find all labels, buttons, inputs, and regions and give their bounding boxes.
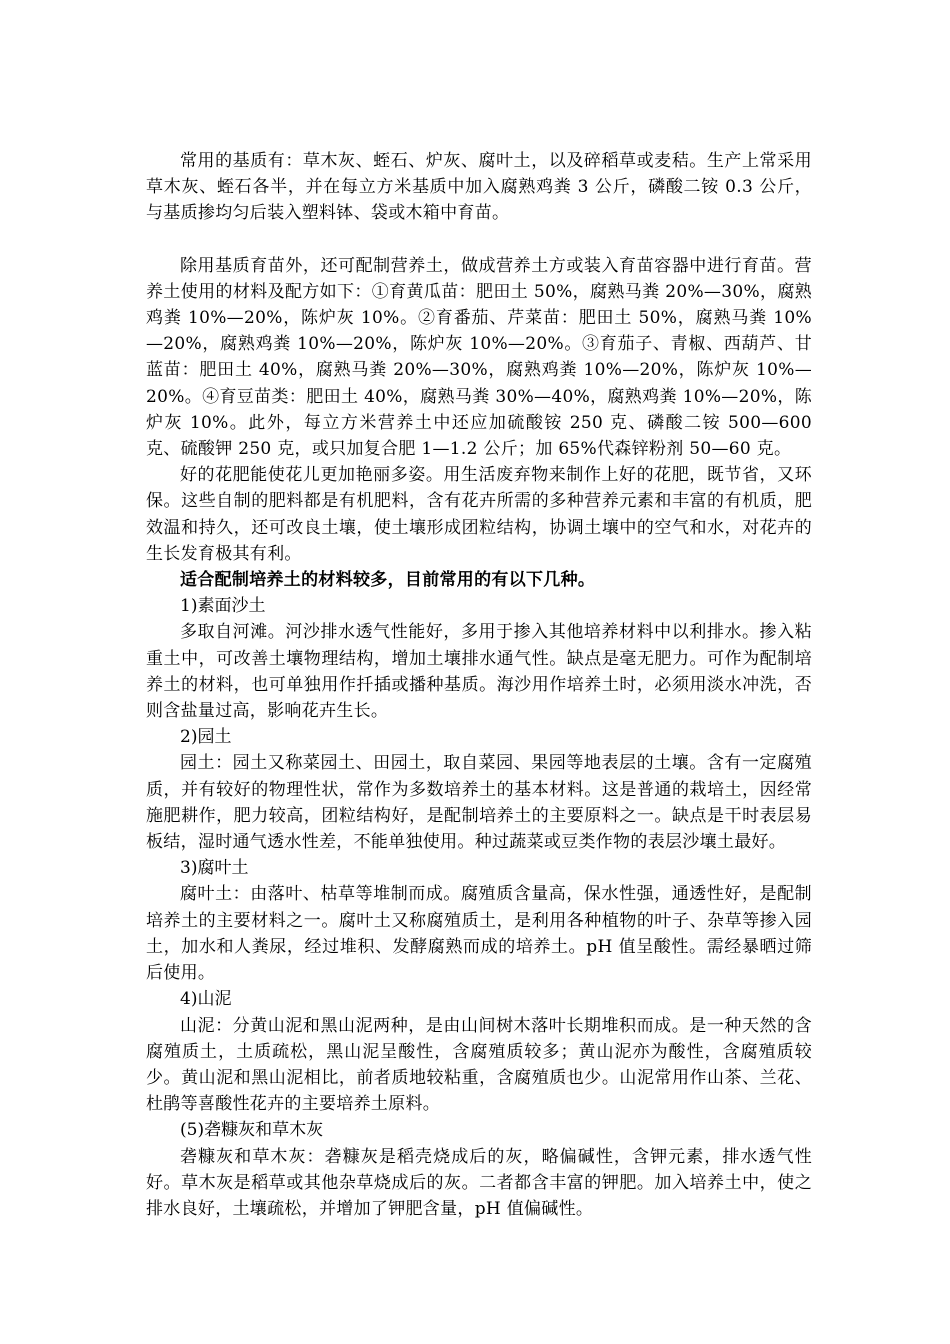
paragraph-spacer (146, 227, 812, 253)
paragraph-flower-fertilizer: 好的花肥能使花儿更加艳丽多姿。用生活废弃物来制作上好的花肥，既节省，又环保。这些自制的肥料都是有机肥料，含有花卉所需的多种营养元素和丰富的有机质，肥效温和持久，还可改良土壤，使土壤形成团粒结构，协调土壤中的空气和水，对花卉的生长发育极其有利。 (146, 465, 812, 564)
item-title-ash: (5)砻糠灰和草木灰 (180, 1120, 324, 1141)
item-title-mountain-mud: 4)山泥 (180, 989, 232, 1010)
item-body-ash: 砻糠灰和草木灰：砻糠灰是稻壳烧成后的灰，略偏碱性，含钾元素，排水透气性好。草木灰是稻草或其他杂草烧成后的灰。二者都含丰富的钾肥。加入培养土中，使之排水良好，土壤疏松，并增加了钾肥含量，pH 值偏碱性。 (146, 1146, 812, 1219)
item-body-mountain-mud: 山泥：分黄山泥和黑山泥两种，是由山间树木落叶长期堆积而成。是一种天然的含腐殖质土，土质疏松，黑山泥呈酸性，含腐殖质较多；黄山泥亦为酸性，含腐殖质较少。黄山泥和黑山泥相比，前者质地较粘重，含腐殖质也少。山泥常用作山茶、兰花、杜鹃等喜酸性花卉的主要培养土原料。 (146, 1015, 812, 1115)
item-body-leaf-mold: 腐叶土：由落叶、枯草等堆制而成。腐殖质含量高，保水性强，通透性好，是配制培养土的主要材料之一。腐叶土又称腐殖质土，是利用各种植物的叶子、杂草等掺入园土，加水和人粪尿，经过堆积、发酵腐熟而成的培养土。pH 值呈酸性。需经暴晒过筛后使用。 (146, 884, 812, 984)
section-heading: 适合配制培养土的材料较多，目前常用的有以下几种。 (180, 570, 596, 591)
item-title-sand: 1)素面沙土 (180, 596, 266, 617)
item-title-leaf-mold: 3)腐叶土 (180, 858, 249, 879)
paragraph-substrate: 常用的基质有：草木灰、蛭石、炉灰、腐叶土，以及碎稻草或麦秸。生产上常采用草木灰、蛭石各半，并在每立方米基质中加入腐熟鸡粪 3 公斤，磷酸二铵 0.3 公斤，与基质掺均匀后装入塑料钵、袋或木箱中育苗。 (146, 151, 812, 224)
document-page (146, 148, 812, 1222)
paragraph-nutrient-soil: 除用基质育苗外，还可配制营养土，做成营养土方或装入育苗容器中进行育苗。营养土使用的材料及配方如下：①育黄瓜苗：肥田土 50%，腐熟马粪 20%—30%，腐熟鸡粪 10%—20%，陈炉灰 10%。②育番茄、芹菜苗：肥田土 50%，腐熟马粪 10%—20%，腐熟鸡粪 10%—20%，陈炉灰 10%—20%。③育茄子、青椒、西葫芦、甘蓝苗：肥田土 40%，腐熟马粪 20%—30%，腐熟鸡粪 10%—20%，陈炉灰 10%—20%。④育豆苗类：肥田土 40%，腐熟马粪 30%—40%，腐熟鸡粪 10%—20%，陈炉灰 10%。此外，每立方米营养土中还应加硫酸铵 250 克、磷酸二铵 500—600 克、硫酸钾 250 克，或只加复合肥 1—1.2 公斤；加 65%代森锌粉剂 50—60 克。 (146, 255, 812, 460)
item-body-garden-soil: 园土：园土又称菜园土、田园土，取自菜园、果园等地表层的土壤。含有一定腐殖质，并有较好的物理性状，常作为多数培养土的基本材料。这是普通的栽培土，因经常施肥耕作，肥力较高，团粒结构好，是配制培养土的主要原料之一。缺点是干时表层易板结，湿时通气透水性差，不能单独使用。种过蔬菜或豆类作物的表层沙壤土最好。 (146, 753, 812, 853)
item-body-sand: 多取自河滩。河沙排水透气性能好，多用于掺入其他培养材料中以利排水。掺入粘重土中，可改善土壤物理结构，增加土壤排水通气性。缺点是毫无肥力。可作为配制培养土的材料，也可单独用作扦插或播种基质。海沙用作培养土时，必须用淡水冲洗，否则含盐量过高，影响花卉生长。 (146, 622, 812, 722)
item-title-garden-soil: 2)园土 (180, 727, 232, 748)
